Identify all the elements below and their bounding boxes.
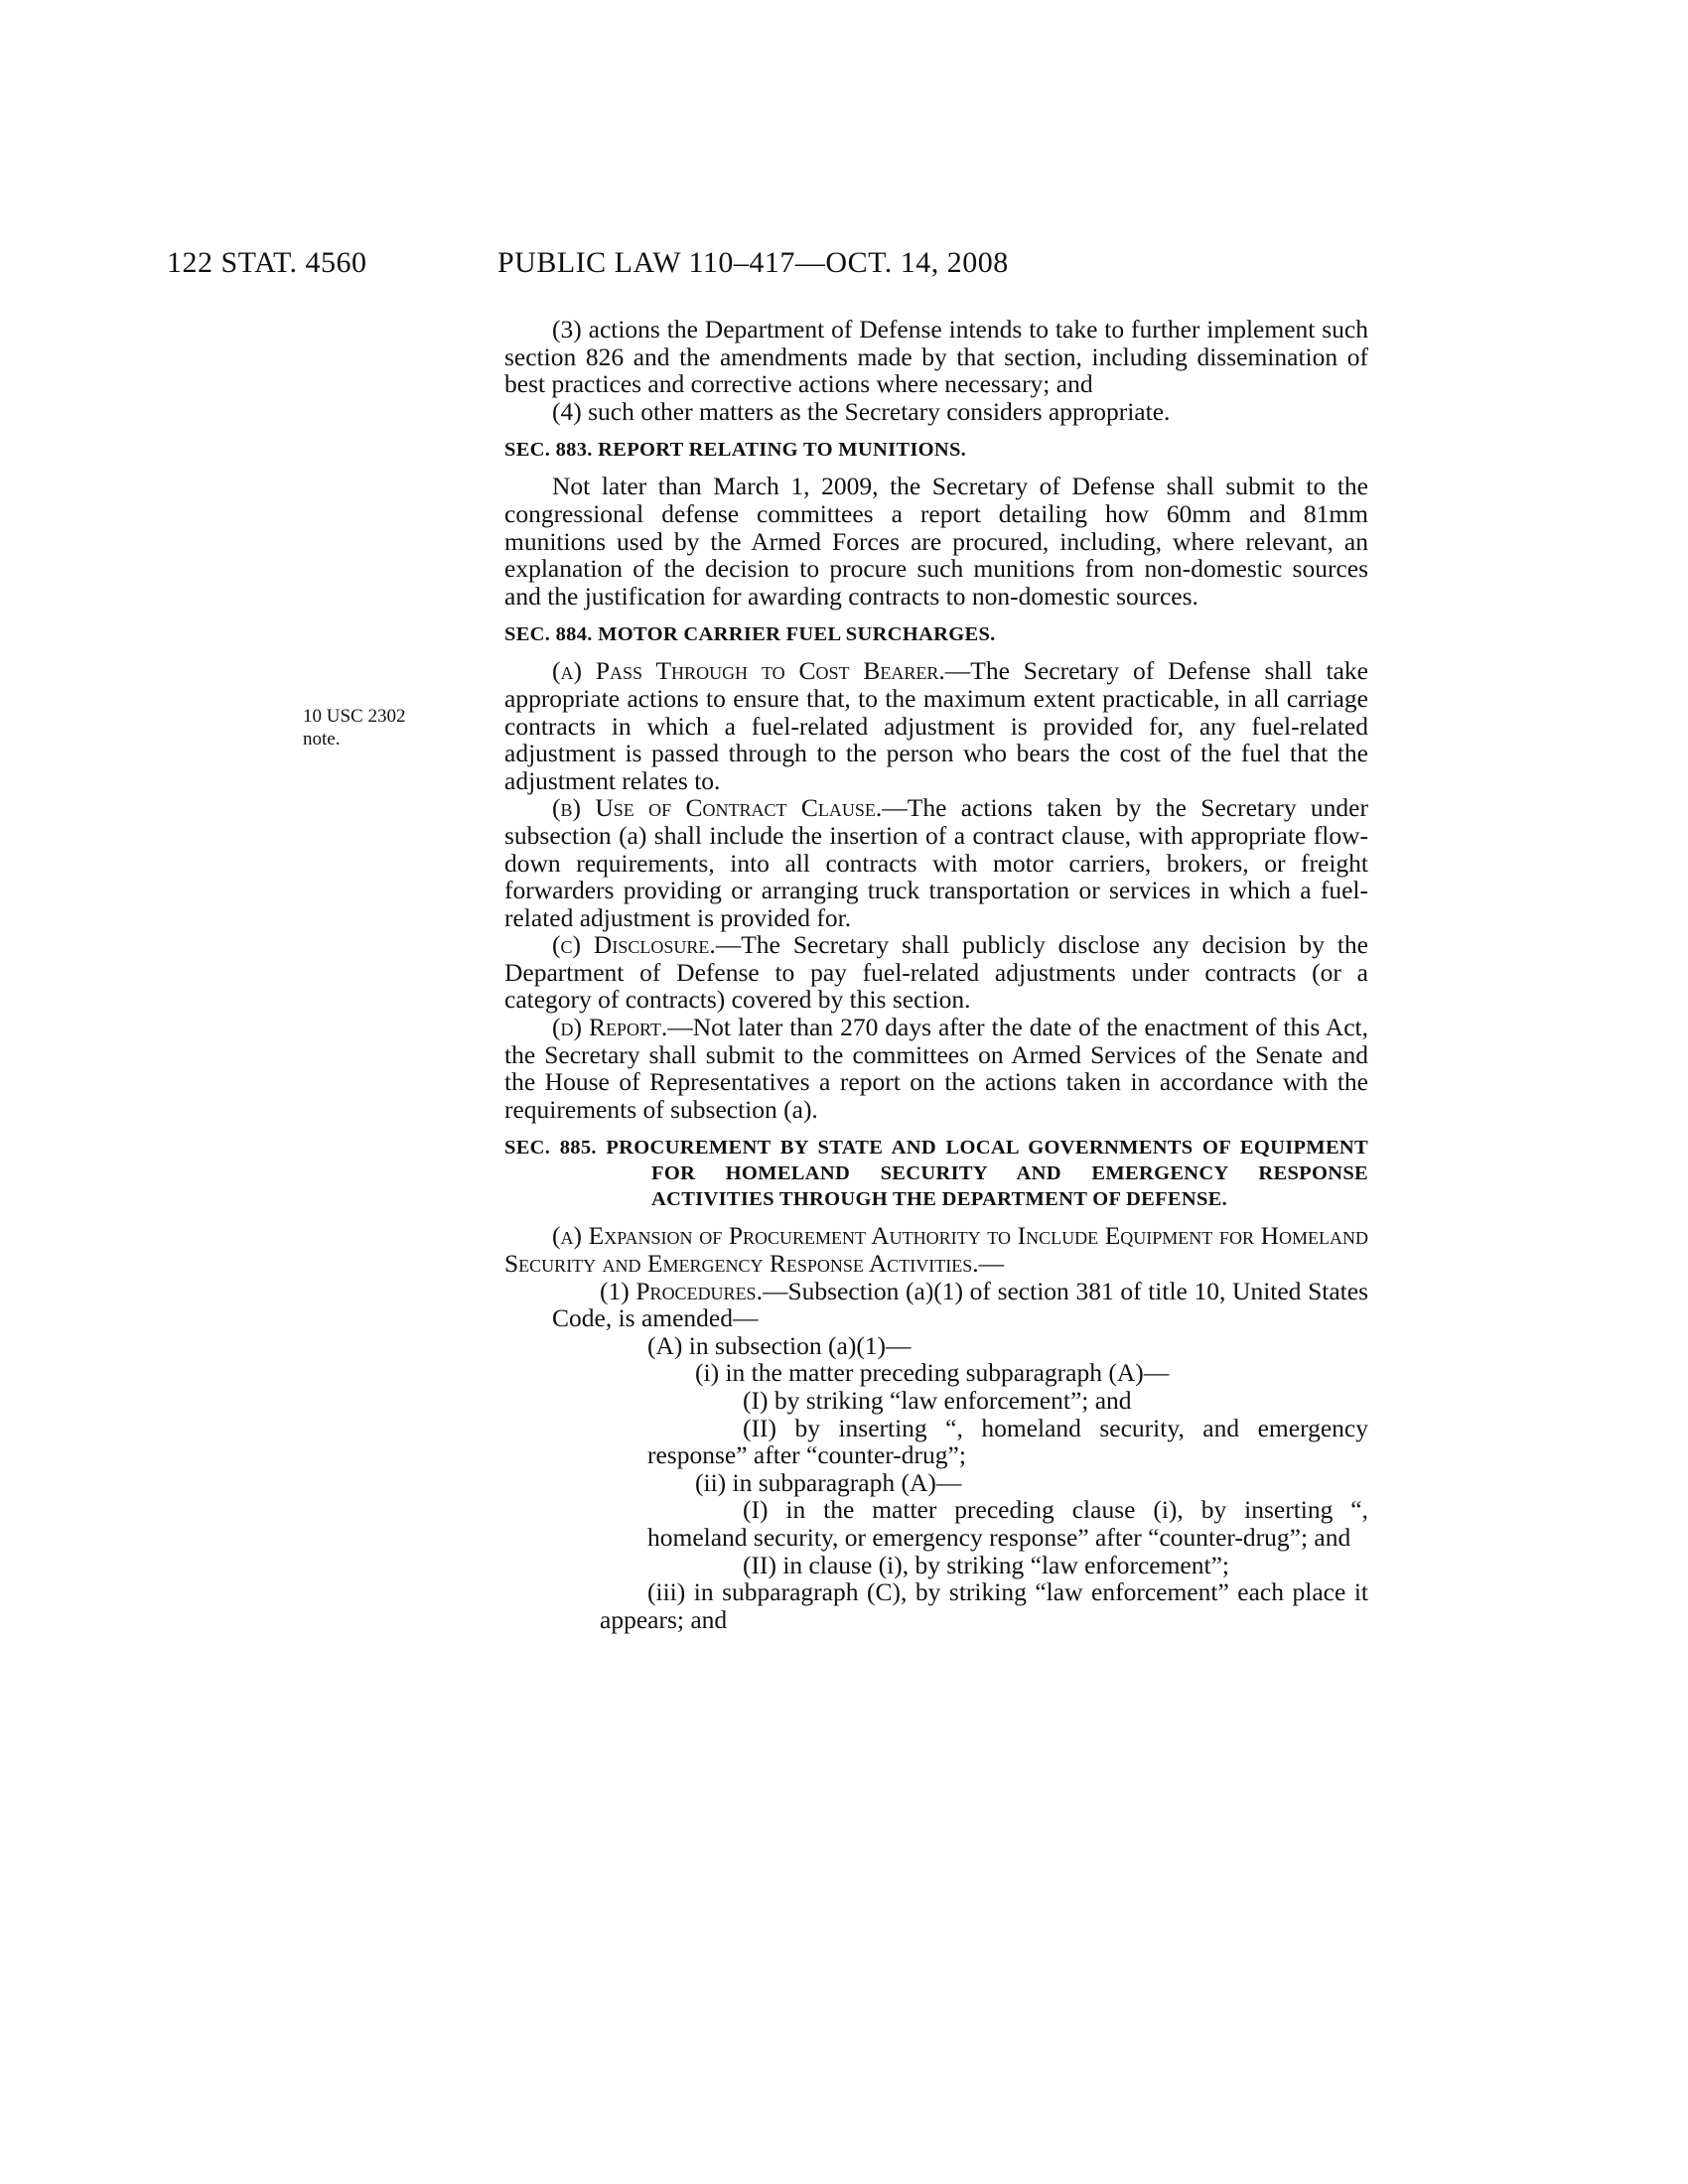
subsection-d-label: (d) Report. bbox=[552, 1013, 668, 1042]
paragraph-1-label: (1) Procedures. bbox=[600, 1276, 763, 1305]
document-body bbox=[504, 316, 1368, 1633]
subsection-c-label: (c) Disclosure. bbox=[552, 930, 716, 960]
public-law-title: PUBLIC LAW 110–417—OCT. 14, 2008 bbox=[497, 246, 1009, 279]
section-884-subsection-b bbox=[504, 794, 1368, 931]
section-884-subsection-a bbox=[504, 657, 1368, 794]
subclause-II: (II) by inserting “, homeland security, and emergency response” after “counter-drug”; bbox=[647, 1413, 1368, 1470]
section-885-heading: SEC. 885. PROCUREMENT BY STATE AND LOCAL GOVERNMENTS OF EQUIPMENT FOR HOMELAND SECURITY AND EMERGENCY RESPONSE ACTIVITIES THROUGH THE DEPARTMENT OF DEFENSE. bbox=[504, 1137, 1368, 1211]
statute-reference: 122 STAT. 4560 bbox=[167, 246, 367, 279]
section-884-subsection-c bbox=[504, 931, 1368, 1014]
subsection-a-label: (a) Expansion of Procurement Authority to Include Equipment for Homeland Security and Emergency Response Activities. bbox=[504, 1221, 1368, 1279]
margin-note-citation: 10 USC 2302 bbox=[303, 706, 406, 727]
subparagraph-A: (A) in subsection (a)(1)— bbox=[647, 1330, 912, 1360]
subsection-a-text: — bbox=[978, 1249, 1005, 1279]
paragraph-1 bbox=[504, 1278, 1368, 1332]
paragraph-1-text: —Subsection (a)(1) of section 381 of title 10, United States Code, is amended— bbox=[552, 1276, 1368, 1333]
page-header bbox=[167, 246, 1418, 286]
subsection-b-text: —The actions taken by the Secretary under subsection (a) shall include the insertion of a contract clause, with appropriate flow-down requirements, into all contracts with motor carriers, brokers, or freight forwarders providing or arranging truck transportation or services in which a fuel-related adjustment is provided for. bbox=[504, 793, 1368, 932]
subclause-I: (I) by striking “law enforcement”; and bbox=[743, 1386, 1132, 1415]
section-884-heading: SEC. 884. MOTOR CARRIER FUEL SURCHARGES. bbox=[504, 623, 996, 646]
clause-i: (i) in the matter preceding subparagraph (A)— bbox=[695, 1358, 1170, 1388]
clause-iii: (iii) in subparagraph (C), by striking “law enforcement” each place it appears; and bbox=[600, 1577, 1368, 1634]
section-883-body: Not later than March 1, 2009, the Secretary of Defense shall submit to the congressional defense committees a report detailing how 60mm and 81mm munitions used by the Armed Forces are procured, including, where relevant, an explanation of the decision to procure such munitions from non-domestic sources and the justification for awarding contracts to non-domestic sources. bbox=[504, 472, 1368, 611]
subsection-a-text: —The Secretary of Defense shall take appropriate actions to ensure that, to the maximum extent practicable, in all carriage contracts in which a fuel-related adjustment is provided for, any fuel-related adjustment is passed through to the person who bears the cost of the fuel that the adjustment relates to. bbox=[504, 656, 1369, 795]
margin-note-suffix: note. bbox=[303, 729, 341, 750]
section-885-subsection-a bbox=[504, 1222, 1368, 1277]
subsection-a-label: (a) Pass Through to Cost Bearer. bbox=[552, 656, 945, 686]
paragraph-item-4: (4) such other matters as the Secretary considers appropriate. bbox=[552, 396, 1171, 426]
subsection-d-text: —Not later than 270 days after the date of the enactment of this Act, the Secretary shall submit to the committees on Armed Services of the Senate and the House of Representatives a report on the actions taken in accordance with the requirements of subsection (a). bbox=[504, 1013, 1368, 1124]
paragraph-item-3: (3) actions the Department of Defense intends to take to further implement such section 826 and the amendments made by that section, including dissemination of best practices and corrective actions where necessary; and bbox=[504, 315, 1368, 399]
subsection-b-label: (b) Use of Contract Clause. bbox=[552, 793, 883, 823]
clause-ii-subclause-I: (I) in the matter preceding clause (i), by inserting “, homeland security, or emergency response” after “counter-drug”; and bbox=[647, 1495, 1368, 1552]
section-884-subsection-d bbox=[504, 1014, 1368, 1123]
clause-ii: (ii) in subparagraph (A)— bbox=[695, 1467, 962, 1497]
section-883-heading: SEC. 883. REPORT RELATING TO MUNITIONS. bbox=[504, 439, 967, 462]
subsection-c-text: —The Secretary shall publicly disclose any decision by the Department of Defense to pay fuel-related adjustments under contracts (or a category of contracts) covered by this section. bbox=[504, 930, 1368, 1015]
margin-note bbox=[303, 705, 442, 751]
clause-ii-subclause-II: (II) in clause (i), by striking “law enforcement”; bbox=[743, 1550, 1229, 1579]
